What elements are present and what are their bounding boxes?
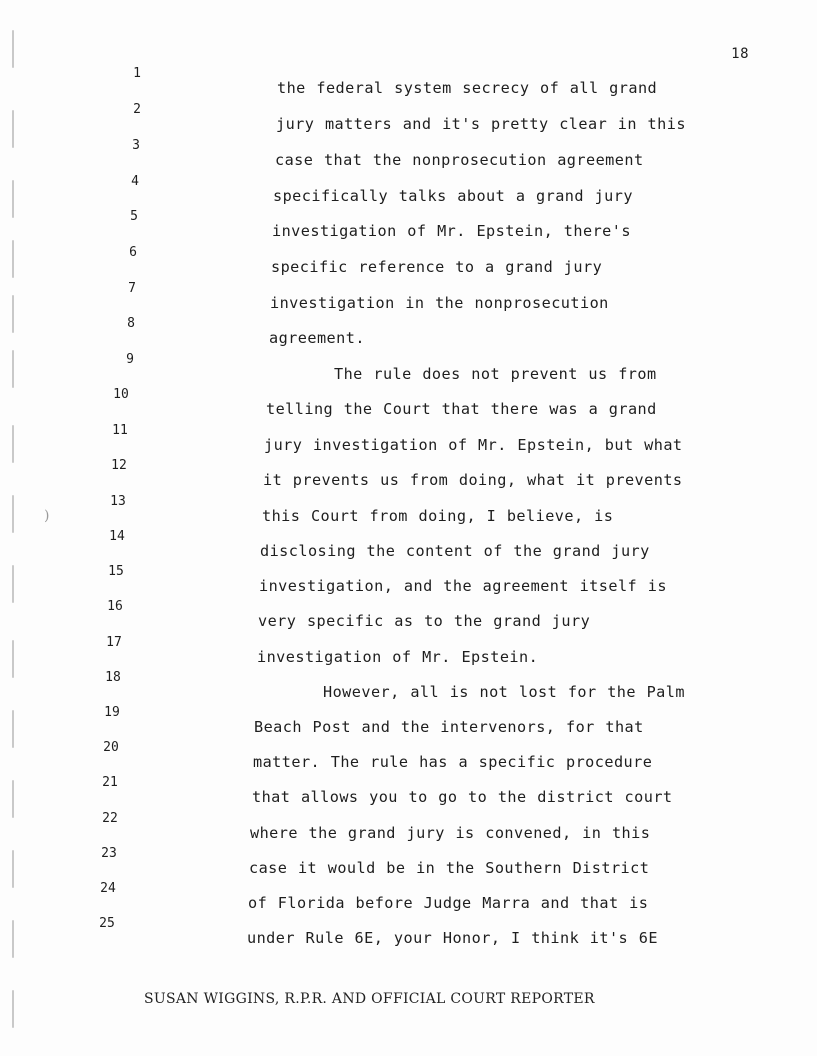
line-number: 23 xyxy=(101,846,117,861)
transcript-line xyxy=(0,740,817,770)
line-text: specific reference to a grand jury xyxy=(271,258,603,276)
transcript-line xyxy=(0,775,817,805)
stray-mark: ) xyxy=(44,508,50,524)
line-number: 9 xyxy=(126,352,134,367)
line-text: However, all is not lost for the Palm xyxy=(323,683,685,701)
line-text: Beach Post and the intervenors, for that xyxy=(254,718,644,736)
line-number: 1 xyxy=(133,66,141,81)
transcript-line xyxy=(0,494,817,524)
line-number: 18 xyxy=(105,670,121,685)
line-text: investigation, and the agreement itself is xyxy=(259,577,667,595)
transcript-line xyxy=(0,635,817,665)
line-number: 12 xyxy=(111,458,127,473)
transcript-line xyxy=(0,174,817,204)
transcript-line xyxy=(0,102,817,132)
line-number: 15 xyxy=(108,564,124,579)
line-number: 24 xyxy=(100,881,116,896)
line-text: disclosing the content of the grand jury xyxy=(260,542,650,560)
line-number: 16 xyxy=(107,599,123,614)
transcript-line xyxy=(0,138,817,168)
transcript-line xyxy=(0,352,817,382)
line-text: of Florida before Judge Marra and that is xyxy=(248,894,649,912)
line-text: The rule does not prevent us from xyxy=(334,365,657,383)
transcript-line xyxy=(0,245,817,275)
line-number: 22 xyxy=(102,811,118,826)
transcript-line xyxy=(0,811,817,841)
transcript-line xyxy=(0,316,817,346)
transcript-line xyxy=(0,458,817,488)
line-number: 21 xyxy=(102,775,118,790)
line-text: matter. The rule has a specific procedure xyxy=(253,753,653,771)
line-text: it prevents us from doing, what it prevents xyxy=(263,471,683,489)
line-number: 8 xyxy=(127,316,135,331)
line-number: 19 xyxy=(104,705,120,720)
line-text: jury investigation of Mr. Epstein, but what xyxy=(264,436,683,454)
line-text: the federal system secrecy of all grand xyxy=(277,79,658,97)
line-number: 3 xyxy=(132,138,140,153)
line-text: this Court from doing, I believe, is xyxy=(262,507,614,525)
transcript-line xyxy=(0,564,817,594)
page-number: 18 xyxy=(731,46,749,62)
transcript-line xyxy=(0,209,817,239)
line-number: 13 xyxy=(110,494,126,509)
line-number: 25 xyxy=(99,916,115,931)
transcript-line xyxy=(0,281,817,311)
line-text: investigation in the nonprosecution xyxy=(270,294,609,312)
court-reporter-footer: SUSAN WIGGINS, R.P.R. AND OFFICIAL COURT REPORTER xyxy=(144,991,595,1007)
transcript-line xyxy=(0,670,817,700)
line-number: 6 xyxy=(129,245,137,260)
transcript-line xyxy=(0,881,817,911)
transcript-line xyxy=(0,66,817,96)
line-number: 4 xyxy=(131,174,139,189)
transcript-line xyxy=(0,705,817,735)
transcript-line xyxy=(0,387,817,417)
line-text: very specific as to the grand jury xyxy=(258,612,591,630)
transcript-line xyxy=(0,916,817,946)
transcript-line xyxy=(0,529,817,559)
line-text: where the grand jury is convened, in this xyxy=(250,824,651,842)
line-number: 14 xyxy=(109,529,125,544)
line-number: 20 xyxy=(103,740,119,755)
transcript-line xyxy=(0,599,817,629)
line-number: 2 xyxy=(133,102,141,117)
line-number: 5 xyxy=(130,209,138,224)
line-text: case that the nonprosecution agreement xyxy=(275,151,644,169)
line-text: case it would be in the Southern District xyxy=(249,859,650,877)
line-text: jury matters and it's pretty clear in this xyxy=(276,115,686,133)
line-number: 7 xyxy=(128,281,136,296)
line-text: telling the Court that there was a grand xyxy=(266,400,657,418)
line-number: 17 xyxy=(106,635,122,650)
line-text: specifically talks about a grand jury xyxy=(273,187,633,205)
line-number: 10 xyxy=(113,387,129,402)
line-text: agreement. xyxy=(269,329,365,347)
line-text: investigation of Mr. Epstein. xyxy=(257,648,539,666)
line-text: under Rule 6E, your Honor, I think it's 6E xyxy=(247,929,658,947)
line-text: that allows you to go to the district court xyxy=(252,788,673,806)
transcript-line xyxy=(0,423,817,453)
line-text: investigation of Mr. Epstein, there's xyxy=(272,222,631,240)
transcript-line xyxy=(0,846,817,876)
line-number: 11 xyxy=(112,423,128,438)
